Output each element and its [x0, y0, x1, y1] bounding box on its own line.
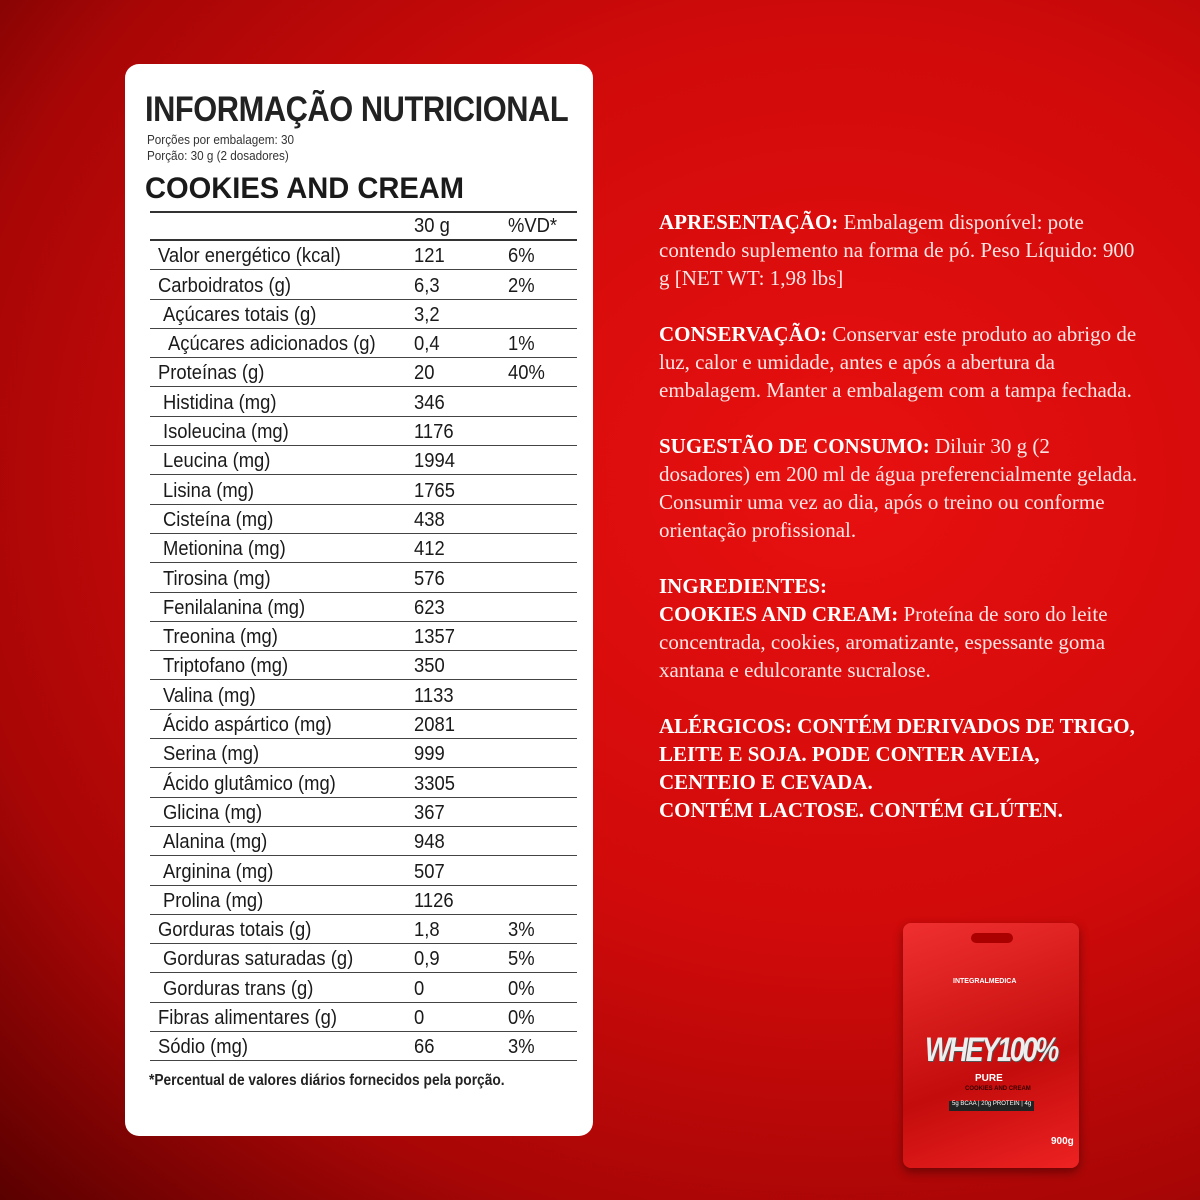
nutrient-name: Fibras alimentares (g): [158, 1007, 337, 1030]
product-stats: 5g BCAA | 20g PROTEIN | 4g: [949, 1101, 1034, 1111]
nutrient-name: Proteínas (g): [158, 362, 265, 385]
table-row: [150, 827, 577, 856]
nutrient-amount: 20: [414, 362, 435, 385]
lactose-gluten-text: CONTÉM LACTOSE. CONTÉM GLÚTEN.: [659, 798, 1063, 822]
nutrient-dv: 40%: [508, 362, 545, 385]
nutrient-dv: 3%: [508, 919, 535, 942]
nutrient-name: Arginina (mg): [163, 860, 274, 883]
nutrient-name: Fenilalanina (mg): [163, 596, 306, 619]
presentation-heading: APRESENTAÇÃO:: [659, 210, 839, 234]
nutrient-name: Valina (mg): [163, 684, 256, 707]
nutrient-dv: 0%: [508, 977, 535, 1000]
nutrient-name: Gorduras trans (g): [163, 977, 314, 1000]
table-row: [150, 358, 577, 387]
nutrient-name: Cisteína (mg): [163, 508, 274, 531]
nutrient-name: Treonina (mg): [163, 626, 278, 649]
ingredients-flavor: COOKIES AND CREAM:: [659, 602, 899, 626]
nutrient-amount: 438: [414, 508, 445, 531]
nutrient-amount: 66: [414, 1036, 435, 1059]
nutrient-amount: 3305: [414, 772, 455, 795]
nutrient-name: Serina (mg): [163, 743, 260, 766]
nutrient-amount: 1,8: [414, 919, 440, 942]
nutrient-name: Prolina (mg): [163, 889, 264, 912]
table-row: [150, 739, 577, 768]
table-row: [150, 915, 577, 944]
nutrition-table: [150, 211, 577, 1061]
table-row: [150, 944, 577, 973]
nutrient-amount: 0,9: [414, 948, 440, 971]
table-row: [150, 475, 577, 504]
table-row: [150, 710, 577, 739]
product-info: [659, 208, 1139, 852]
usage-text: Diluir 30 g (2 dosadores) em 200 ml de água preferencialmente gelada. Consumir uma vez ao dia, após o treino ou conforme orientação profissional.: [659, 434, 1138, 542]
product-weight: 900g: [1051, 1136, 1074, 1147]
nutrient-name: Isoleucina (mg): [163, 421, 289, 444]
table-row: [150, 300, 577, 329]
nutrient-name: Gorduras saturadas (g): [163, 948, 354, 971]
nutrient-name: Metionina (mg): [163, 538, 286, 561]
nutrient-amount: 948: [414, 831, 445, 854]
conservation-text: Conservar este produto ao abrigo de luz, calor e umidade, antes e após a abertura da embalagem. Manter a embalagem com a tampa fechada.: [659, 322, 1137, 402]
product-brand: INTEGRALMEDICA: [953, 978, 1017, 985]
nutrient-dv: 6%: [508, 245, 535, 268]
table-row: [150, 886, 577, 915]
table-row: [150, 270, 577, 299]
nutrient-amount: 1176: [414, 421, 454, 444]
nutrient-name: Histidina (mg): [163, 391, 277, 414]
nutrient-amount: 3,2: [414, 303, 440, 326]
nutrient-amount: 1357: [414, 626, 455, 649]
product-name: WHEY100%: [925, 1031, 1057, 1069]
nutrient-amount: 623: [414, 596, 445, 619]
table-row: [150, 446, 577, 475]
nutrient-name: Alanina (mg): [163, 831, 268, 854]
presentation-section: [659, 208, 1139, 292]
nutrient-name: Triptofano (mg): [163, 655, 289, 678]
nutrient-name: Valor energético (kcal): [158, 245, 341, 268]
column-header-amount: 30 g: [414, 215, 450, 237]
nutrient-name: Leucina (mg): [163, 450, 271, 473]
table-row: [150, 534, 577, 563]
table-row: [150, 651, 577, 680]
nutrient-amount: 6,3: [414, 274, 440, 297]
table-row: [150, 241, 577, 270]
nutrition-title: INFORMAÇÃO NUTRICIONAL: [145, 90, 569, 129]
table-row: [150, 680, 577, 709]
nutrient-dv: 0%: [508, 1007, 535, 1030]
allergens-section: [659, 712, 1139, 824]
table-row: [150, 1003, 577, 1032]
product-flavor: COOKIES AND CREAM: [965, 1086, 1031, 1092]
flavor-heading: COOKIES AND CREAM: [145, 172, 465, 205]
table-row: [150, 973, 577, 1002]
ingredients-section: [659, 572, 1139, 684]
nutrient-amount: 1994: [414, 450, 455, 473]
ingredients-text: Proteína de soro do leite concentrada, cookies, aromatizante, espessante goma xantana e edulcorante sucralose.: [659, 602, 1108, 682]
nutrient-amount: 367: [414, 801, 445, 824]
table-row: [150, 798, 577, 827]
nutrient-amount: 1765: [414, 479, 455, 502]
table-row: [150, 1032, 577, 1061]
nutrient-name: Tirosina (mg): [163, 567, 271, 590]
nutrient-amount: 999: [414, 743, 445, 766]
nutrient-amount: 2081: [414, 714, 455, 737]
nutrient-amount: 121: [414, 245, 445, 268]
nutrient-amount: 346: [414, 391, 445, 414]
nutrition-facts-card: [125, 64, 593, 1136]
nutrient-amount: 0,4: [414, 333, 440, 356]
allergens-text: ALÉRGICOS: CONTÉM DERIVADOS DE TRIGO, LEITE E SOJA. PODE CONTER AVEIA, CENTEIO E CEVADA.: [659, 714, 1135, 794]
nutrient-name: Lisina (mg): [163, 479, 255, 502]
table-row: [150, 329, 577, 358]
table-row: [150, 593, 577, 622]
footnote: *Percentual de valores diários fornecidos pela porção.: [149, 1072, 505, 1089]
bag-handle: [971, 933, 1013, 943]
table-header: [150, 211, 577, 241]
table-row: [150, 387, 577, 416]
nutrient-name: Carboidratos (g): [158, 274, 291, 297]
nutrient-name: Ácido glutâmico (mg): [163, 772, 336, 795]
nutrient-name: Açúcares totais (g): [163, 303, 317, 326]
table-row: [150, 768, 577, 797]
nutrient-dv: 2%: [508, 274, 535, 297]
nutrient-name: Gorduras totais (g): [158, 919, 312, 942]
product-image: [903, 923, 1079, 1168]
product-variant: PURE: [975, 1073, 1003, 1084]
nutrient-name: Ácido aspártico (mg): [163, 714, 332, 737]
nutrient-dv: 1%: [508, 333, 535, 356]
nutrient-amount: 507: [414, 860, 445, 883]
usage-heading: SUGESTÃO DE CONSUMO:: [659, 434, 930, 458]
serving-size: Porção: 30 g (2 dosadores): [147, 148, 289, 163]
nutrient-amount: 1126: [414, 889, 454, 912]
ingredients-heading: INGREDIENTES:: [659, 574, 828, 598]
nutrient-amount: 412: [414, 538, 445, 561]
usage-section: [659, 432, 1139, 544]
column-header-dv: %VD*: [508, 215, 558, 237]
nutrient-amount: 576: [414, 567, 445, 590]
nutrient-name: Glicina (mg): [163, 801, 263, 824]
nutrient-dv: 5%: [508, 948, 535, 971]
conservation-heading: CONSERVAÇÃO:: [659, 322, 828, 346]
table-row: [150, 563, 577, 592]
nutrient-amount: 0: [414, 977, 425, 1000]
table-row: [150, 505, 577, 534]
nutrient-name: Sódio (mg): [158, 1036, 248, 1059]
table-row: [150, 622, 577, 651]
conservation-section: [659, 320, 1139, 404]
nutrient-amount: 350: [414, 655, 445, 678]
nutrient-amount: 0: [414, 1007, 425, 1030]
nutrient-amount: 1133: [414, 684, 454, 707]
nutrient-dv: 3%: [508, 1036, 535, 1059]
table-row: [150, 856, 577, 885]
nutrient-name: Açúcares adicionados (g): [168, 333, 376, 356]
table-row: [150, 417, 577, 446]
presentation-text: Embalagem disponível: pote contendo suplemento na forma de pó. Peso Líquido: 900 g [NET WT: 1,98 lbs]: [659, 210, 1135, 290]
servings-per-package: Porções por embalagem: 30: [147, 132, 294, 147]
